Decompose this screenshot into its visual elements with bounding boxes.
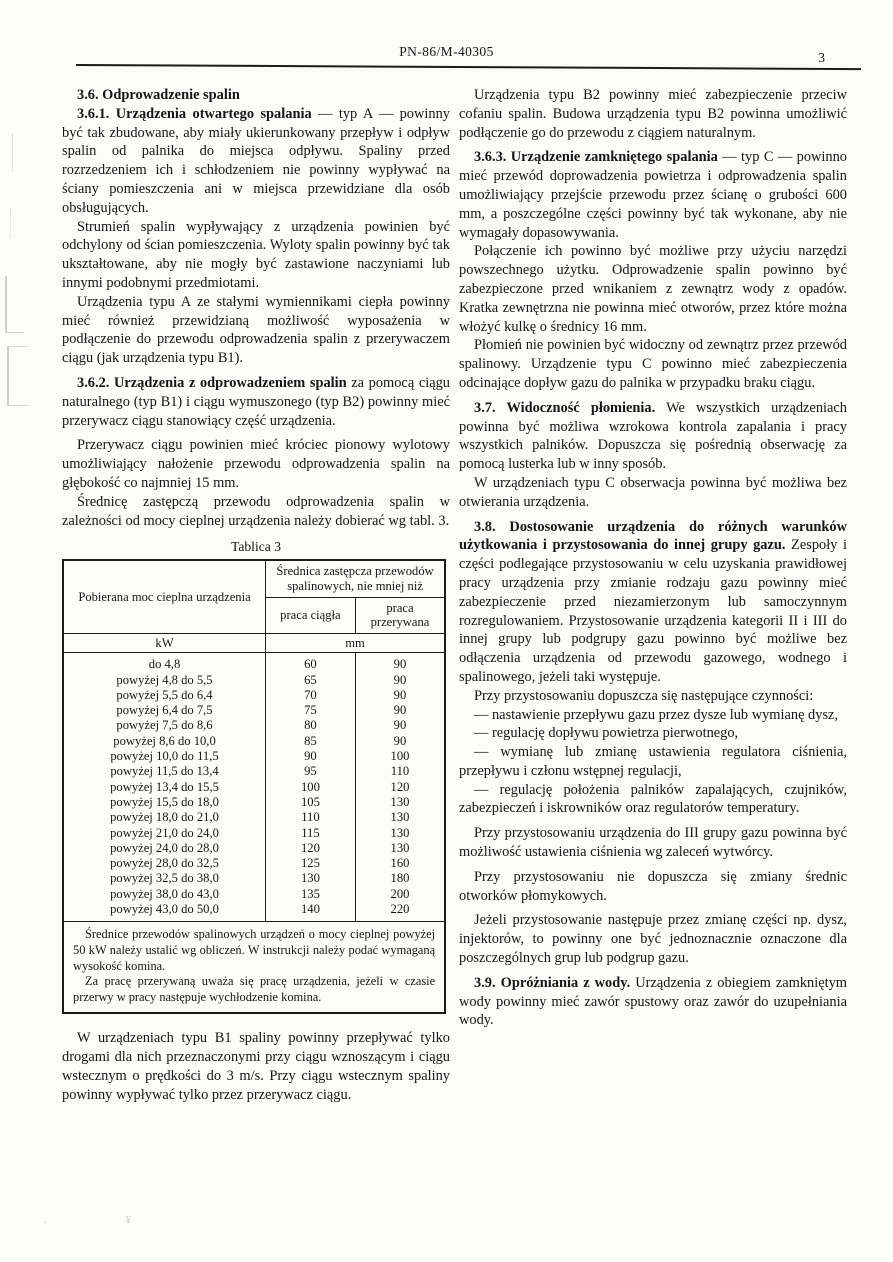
diameter-value-cell: 220 xyxy=(355,902,445,922)
table-row xyxy=(63,841,445,856)
paragraph: Średnicę zastępczą przewodu odprowadzenia spalin w zależności od mocy cieplnej urządzenia należy dobierać wg tabl. 3. xyxy=(62,493,450,529)
diameter-value-cell: 115 xyxy=(266,826,356,841)
table-row xyxy=(63,887,445,902)
table-footnote: Średnice przewodów spalinowych urządzeń o mocy cieplnej powyżej 50 kW należy ustalić wg obliczeń. W instrukcji należy podać wymaganą wysokość komina. xyxy=(73,927,436,973)
section-title-bold: 3.6. Odprowadzenie spalin xyxy=(77,87,240,103)
table-row xyxy=(63,718,445,733)
table-row xyxy=(63,810,445,825)
diameter-value-cell: 110 xyxy=(355,764,445,779)
paragraph: W urządzeniach typu C obserwacja powinna być możliwa bez otwierania urządzenia. xyxy=(459,474,847,510)
two-column-content xyxy=(62,86,847,1105)
page-number: 3 xyxy=(818,50,825,65)
scan-artifact xyxy=(12,134,15,172)
scan-artifact xyxy=(5,276,24,333)
diameter-value-cell: 140 xyxy=(266,902,356,922)
diameter-value-cell: 100 xyxy=(266,780,356,795)
paragraph: Jeżeli przystosowanie następuje przez zmianę części np. dysz, injektorów, to powinny one być jednoznacznie oznaczone dla poszczególnych grup lub podgrup gazu. xyxy=(459,912,847,967)
subcol-header-continuous: praca ciągła xyxy=(266,597,356,633)
diameter-value-cell: 100 xyxy=(355,749,445,764)
power-range-cell: powyżej 8,6 do 10,0 xyxy=(63,734,266,749)
table-footnote: Za pracę przerywaną uważa się pracę urządzenia, jeżeli w czasie przerwy w pracy następuje wychłodzenie komina. xyxy=(73,974,436,1004)
left-column xyxy=(62,86,450,1105)
diameter-value-cell: 135 xyxy=(266,887,356,902)
table-row xyxy=(63,856,445,871)
power-range-cell: powyżej 4,8 do 5,5 xyxy=(63,673,266,688)
paragraph: Przy przystosowaniu dopuszcza się następujące czynności: xyxy=(474,687,814,704)
paragraph: 3.9. Opróżniania z wody. Urządzenia z obiegiem zamkniętym wody powinny mieć zawór spustowy oraz zawór do uzupełniania wody. xyxy=(459,974,847,1029)
paragraph: Przy przystosowaniu urządzenia do III grupy gazu powinna być możliwość ustawienia ciśnienia wg zaleceń wytwórcy. xyxy=(459,825,847,861)
table-title: Tablica 3 xyxy=(230,539,281,555)
power-range-cell: powyżej 24,0 do 28,0 xyxy=(63,841,266,856)
diameter-value-cell: 80 xyxy=(266,718,356,733)
table-row xyxy=(63,749,445,764)
paragraph: — wymianę lub zmianę ustawienia regulatora ciśnienia, przepływu i członu wstępnej regulacji, xyxy=(459,744,847,779)
table-footnotes xyxy=(63,922,445,1013)
power-range-cell: do 4,8 xyxy=(63,653,266,673)
power-range-cell: powyżej 6,4 do 7,5 xyxy=(63,703,266,718)
power-range-cell: powyżej 18,0 do 21,0 xyxy=(63,810,266,825)
header-rule xyxy=(76,64,861,70)
right-column-text xyxy=(459,86,847,1030)
power-range-cell: powyżej 15,5 do 18,0 xyxy=(63,795,266,810)
diameter-value-cell: 180 xyxy=(355,871,445,886)
power-range-cell: powyżej 21,0 do 24,0 xyxy=(63,826,266,841)
paragraph: W urządzeniach typu B1 spaliny powinny przepływać tylko drogami dla nich przeznaczonymi przy ciągu wznoszącym i ciągu wstecznym o prędkości do 3 m/s. Przy ciągu wstecznym spaliny powinny wypływać tylko przez przerywacz ciągu. xyxy=(62,1030,450,1103)
diameter-table xyxy=(62,559,446,1014)
subcol-header-intermittent: praca przerywana xyxy=(355,597,445,633)
scan-artifact: . ¥ xyxy=(44,1214,169,1226)
unit-kw: kW xyxy=(63,633,266,653)
paragraph: Przerywacz ciągu powinien mieć króciec pionowy wylotowy umożliwiający nałożenie przewodu odprowadzenia spalin na głębokość co najmniej 15 mm. xyxy=(62,437,450,491)
power-range-cell: powyżej 28,0 do 32,5 xyxy=(63,856,266,871)
paragraph: — regulację położenia palników zapalających, czujników, zabezpieczeń i iskrowników oraz regulatorów temperatury. xyxy=(459,781,847,817)
paragraph: Płomień nie powinien być widoczny od zewnątrz przez przewód spalinowy. Urządzenie typu C powinno mieć zabezpieczenia odcinające dopływ gazu do palnika w przypadku braku ciągu. xyxy=(459,337,847,391)
paragraph: — regulację dopływu powietrza pierwotnego, xyxy=(474,725,739,742)
scan-artifact xyxy=(7,346,28,406)
power-range-cell: powyżej 10,0 do 11,5 xyxy=(63,749,266,764)
section-title-bold: 3.6.2. Urządzenia z odprowadzeniem spalin xyxy=(77,374,347,391)
power-range-cell: powyżej 32,5 do 38,0 xyxy=(63,871,266,886)
diameter-value-cell: 90 xyxy=(355,703,445,718)
diameter-value-cell: 120 xyxy=(266,841,356,856)
paragraph: Urządzenia typu A ze stałymi wymiennikami ciepła powinny mieć również przewidzianą możliwość wyposażenia w podłączenie do przewodu odprowadzenia spalin z przerywaczem ciągu (jak urządzenia typu B1). xyxy=(62,293,450,367)
diameter-value-cell: 130 xyxy=(355,795,445,810)
section-title-bold: 3.6.3. Urządzenie zamkniętego spalania xyxy=(474,149,718,166)
paragraph: Urządzenia typu B2 powinny mieć zabezpieczenie przeciw cofaniu spalin. Budowa urządzenia typu B2 powinna umożliwić podłączenie go do przewodu z ciągiem naturalnym. xyxy=(459,87,847,141)
table-row xyxy=(63,826,445,841)
paragraph: 3.6.3. Urządzenie zamkniętego spalania — typ C — powinno mieć przewód doprowadzenia powietrza i odprowadzenia spalin umożliwiający przejście przewodu przez ścianę o grubości 600 mm, a poszczególne części powinny być tak wykonane, aby nie wymagały dopasowywania. xyxy=(459,149,847,241)
table-header-row xyxy=(63,560,445,597)
power-range-cell: powyżej 38,0 do 43,0 xyxy=(63,887,266,902)
diameter-value-cell: 110 xyxy=(266,810,356,825)
table-row xyxy=(63,871,445,886)
diameter-value-cell: 90 xyxy=(355,718,445,733)
diameter-value-cell: 90 xyxy=(266,749,356,764)
diameter-value-cell: 75 xyxy=(266,703,356,718)
section-title-bold: 3.8. Dostosowanie urządzenia do różnych warunków użytkowania i przystosowania do innej grupy gazu. xyxy=(459,518,847,554)
diameter-value-cell: 120 xyxy=(355,780,445,795)
diameter-value-cell: 125 xyxy=(266,856,356,871)
table-row xyxy=(63,673,445,688)
diameter-value-cell: 70 xyxy=(266,688,356,703)
paragraph: 3.8. Dostosowanie urządzenia do różnych warunków użytkowania i przystosowania do innej grupy gazu. Zespoły i części podlegające przystosowaniu w celu uzyskania prawidłowej pracy urządzenia przy zmianie rodzaju gazu powinny mieć zabezpieczenie przed niezamierzonym lub samoczynnym rozregulowaniem. Przystosowanie urządzenia kategorii II i III do innej grupy lub podgrupy gazu powinno być możliwe bez odłączenia urządzenia od przewodu gazowego, wodnego i spalinowego, jeżeli taki występuje. xyxy=(459,518,847,685)
section-heading xyxy=(62,86,450,105)
table-footnote-row xyxy=(63,922,445,1013)
standard-number: PN-86/M-40305 xyxy=(399,44,494,59)
diameter-value-cell: 85 xyxy=(266,734,356,749)
paragraph: 3.7. Widoczność płomienia. We wszystkich urządzeniach powinna być możliwa wzrokowa kontrola zapalania i pracy wszystkich palników. Dopuszcza się pośrednią obserwację za pomocą lusterka lub w inny sposób. xyxy=(459,399,847,473)
unit-mm: mm xyxy=(266,633,446,653)
power-range-cell: powyżej 11,5 do 13,4 xyxy=(63,764,266,779)
col-header-diameter: Średnica zastępcza przewodów spalinowych, nie mniej niż xyxy=(266,560,446,597)
diameter-value-cell: 200 xyxy=(355,887,445,902)
table-row xyxy=(63,764,445,779)
col-header-power: Pobierana moc cieplna urządzenia xyxy=(63,560,266,633)
power-range-cell: powyżej 13,4 do 15,5 xyxy=(63,780,266,795)
paragraph: 3.6.2. Urządzenia z odprowadzeniem spalin za pomocą ciągu naturalnego (typ B1) i ciągu wymuszonego (typ B2) powinny mieć przerywacz ciągu stanowiący część urządzenia. xyxy=(62,374,450,429)
diameter-value-cell: 95 xyxy=(266,764,356,779)
paragraph: Przy przystosowaniu nie dopuszcza się zmiany średnic otworków płomykowych. xyxy=(459,868,847,904)
table-row xyxy=(63,902,445,922)
table-row xyxy=(63,653,445,673)
diameter-value-cell: 60 xyxy=(266,653,356,673)
diameter-value-cell: 90 xyxy=(355,673,445,688)
section-title-bold: 3.9. Opróżniania z wody. xyxy=(474,974,631,991)
diameter-value-cell: 130 xyxy=(355,841,445,856)
power-range-cell: powyżej 43,0 do 50,0 xyxy=(63,902,266,922)
table-row xyxy=(63,780,445,795)
diameter-value-cell: 90 xyxy=(355,734,445,749)
paragraph: 3.6.1. Urządzenia otwartego spalania — typ A — powinny być tak zbudowane, aby miały ukierunkowany przepływ i odpływ spalin od palnika do miejsca odpływu. Spaliny przed rozrzedzeniem ich i schłodzeniem nie powinny wypływać na ściany pomieszczenia ani w miejsca przewidziane dla osób obsługujących. xyxy=(62,105,450,216)
table-row xyxy=(63,795,445,810)
paragraph: Połączenie ich powinno być możliwe przy użyciu narzędzi powszechnego użytku. Odprowadzenie spalin powinno być zabezpieczone przed wnikaniem z zewnątrz wody z opadów. Kratka zewnętrzna nie powinna mieć otworów, przez które można włożyć kulkę o średnicy 16 mm. xyxy=(459,243,847,335)
diameter-value-cell: 90 xyxy=(355,653,445,673)
diameter-value-cell: 130 xyxy=(355,810,445,825)
diameter-value-cell: 130 xyxy=(266,871,356,886)
left-column-text-bottom xyxy=(62,1029,450,1104)
diameter-value-cell: 90 xyxy=(355,688,445,703)
diameter-value-cell: 160 xyxy=(355,856,445,871)
section-title-bold: 3.7. Widoczność płomienia. xyxy=(474,399,656,416)
power-range-cell: powyżej 7,5 do 8,6 xyxy=(63,718,266,733)
section-title-bold: 3.6.1. Urządzenia otwartego spalania xyxy=(77,105,312,122)
diameter-value-cell: 105 xyxy=(266,795,356,810)
right-column xyxy=(459,86,847,1105)
table-row xyxy=(63,703,445,718)
paragraph: — nastawienie przepływu gazu przez dysze lub wymianę dysz, xyxy=(474,706,839,723)
diameter-value-cell: 65 xyxy=(266,673,356,688)
table-body xyxy=(63,653,445,922)
paragraph: Strumień spalin wypływający z urządzenia powinien być odchylony od ścian pomieszczenia. Wyloty spalin powinny być tak ukształtowane, aby nie mogły być zastawione naczyniami lub innymi podobnymi przedmiotami. xyxy=(62,218,450,291)
table-row xyxy=(63,688,445,703)
diameter-value-cell: 130 xyxy=(355,826,445,841)
table-units-row xyxy=(63,633,445,653)
power-range-cell: powyżej 5,5 do 6,4 xyxy=(63,688,266,703)
left-column-text-top xyxy=(62,86,450,530)
scan-artifact xyxy=(10,208,13,238)
table-row xyxy=(63,734,445,749)
